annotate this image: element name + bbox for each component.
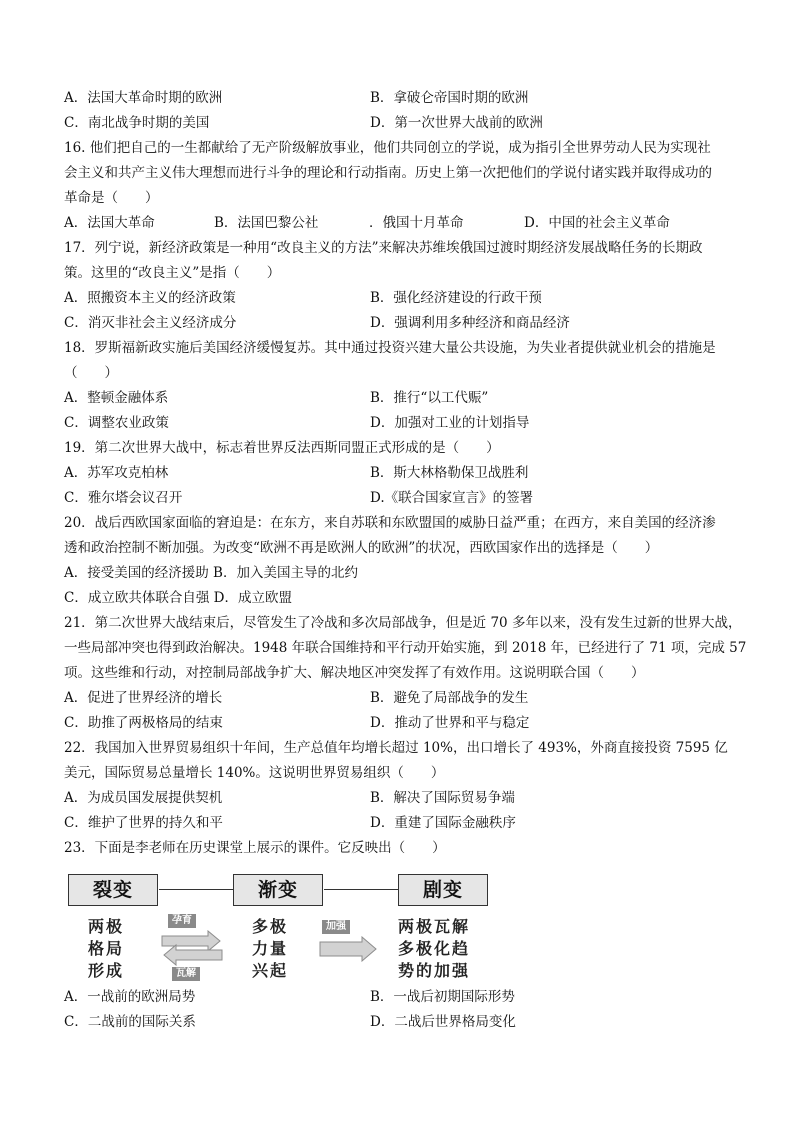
diagram-box-gradual: 渐变 — [233, 874, 323, 906]
q23-stem-1: 23．下面是李老师在历史课堂上展示的课件。它反映出（ ） — [64, 840, 446, 856]
q23-option-c: C．二战前的国际关系 — [64, 1014, 196, 1030]
q21-option-a: A．促进了世界经济的增长 — [64, 690, 223, 706]
right-arrow-icon — [318, 936, 380, 962]
q18-stem-1: 18．罗斯福新政实施后美国经济缓慢复苏。其中通过投资兴建大量公共设施，为失业者提供就业机会的措施是 — [64, 340, 716, 356]
diagram-tag-strengthen: 加强 — [322, 920, 350, 934]
diagram-box-drastic: 剧变 — [398, 874, 488, 906]
q17-option-b: B．强化经济建设的行政干预 — [370, 290, 542, 306]
double-arrow-icon — [160, 930, 224, 966]
q17-option-d: D．强调利用多种经济和商品经济 — [370, 315, 570, 331]
q22-option-c: C．维护了世界的持久和平 — [64, 815, 223, 831]
q18-option-a: A．整顿金融体系 — [64, 390, 169, 406]
option-d: D．第一次世界大战前的欧洲 — [370, 115, 543, 131]
q21-stem-2: 一些局部冲突也得到政治解决。1948 年联合国维持和平行动开始实施，到 2018 年，已经进行了 71 项，完成 57 — [64, 640, 747, 656]
q18-stem-2: （ ） — [64, 365, 118, 381]
q17-stem-1: 17．列宁说，新经济政策是一种用“改良主义的方法”来解决苏维埃俄国过渡时期经济发展战略任务的长期政 — [64, 240, 703, 256]
q19-option-c: C．雅尔塔会议召开 — [64, 490, 183, 506]
q23-option-d: D．二战后世界格局变化 — [370, 1014, 516, 1030]
diagram-text-multipolar-rise: 多极 力量 兴起 — [252, 917, 289, 980]
diagram-text-bipolar-formation: 两极 格局 形成 — [88, 917, 125, 980]
q23-option-a: A．一战前的欧洲局势 — [64, 989, 196, 1005]
q21-option-c: C．助推了两极格局的结束 — [64, 715, 223, 731]
q16-option-c: ．俄国十月革命 — [369, 215, 464, 231]
q21-option-b: B．避免了局部战争的发生 — [370, 690, 529, 706]
q21-option-d: D．推动了世界和平与稳定 — [370, 715, 530, 731]
q17-stem-2: 策。这里的“改良主义”是指（ ） — [64, 265, 281, 281]
q22-option-d: D．重建了国际金融秩序 — [370, 815, 516, 831]
q20-options-ab: A．接受美国的经济援助 B．加入美国主导的北约 — [64, 565, 358, 581]
q18-option-d: D．加强对工业的计划指导 — [370, 415, 530, 431]
q16-stem-1: 16. 他们把自己的一生都献给了无产阶级解放事业，他们共同创立的学说，成为指引全世界劳动人民为实现社 — [64, 140, 711, 156]
q18-option-c: C．调整农业政策 — [64, 415, 169, 431]
diagram-tag-disintegrate: 瓦解 — [172, 967, 200, 981]
diagram-box-fission: 裂变 — [68, 874, 158, 906]
q16-option-a: A．法国大革命 — [64, 215, 155, 231]
q16-option-b: B．法国巴黎公社 — [214, 215, 319, 231]
q19-option-d: D.《联合国家宣言》的签署 — [370, 490, 534, 506]
q16-option-d: D．中国的社会主义革命 — [524, 215, 670, 231]
diagram-text-multipolarization: 两极瓦解 多极化趋 势的加强 — [398, 917, 471, 980]
q21-stem-3: 项。这些维和行动，对控制局部战争扩大、解决地区冲突发挥了有效作用。这说明联合国（ ） — [64, 665, 645, 681]
q16-stem-2: 会主义和共产主义伟大理想而进行斗争的理论和行动指南。历史上第一次把他们的学说付诸实践并取得成功的 — [64, 165, 712, 181]
diagram-connector-1 — [159, 889, 233, 890]
q16-stem-3: 革命是（ ） — [64, 190, 159, 206]
q19-stem-1: 19．第二次世界大战中，标志着世界反法西斯同盟正式形成的是（ ） — [64, 440, 500, 456]
q23-courseware-diagram — [68, 874, 488, 986]
q23-option-b: B．一战后初期国际形势 — [370, 989, 515, 1005]
q22-option-b: B．解决了国际贸易争端 — [370, 790, 515, 806]
q18-option-b: B．推行“以工代赈” — [370, 390, 489, 406]
option-a: A．法国大革命时期的欧洲 — [64, 90, 223, 106]
q21-stem-1: 21．第二次世界大战结束后，尽管发生了冷战和多次局部战争，但是近 70 多年以来，没有发生过新的世界大战， — [64, 615, 742, 631]
q22-stem-1: 22．我国加入世界贸易组织十年间，生产总值年均增长超过 10%，出口增长了 493%，外商直接投资 7595 亿 — [64, 740, 728, 756]
q17-option-c: C．消灭非社会主义经济成分 — [64, 315, 237, 331]
q22-stem-2: 美元，国际贸易总量增长 140%。这说明世界贸易组织（ ） — [64, 765, 445, 781]
option-b: B．拿破仑帝国时期的欧洲 — [370, 90, 529, 106]
q19-option-b: B．斯大林格勒保卫战胜利 — [370, 465, 529, 481]
q22-option-a: A．为成员国发展提供契机 — [64, 790, 223, 806]
q20-stem-1: 20．战后西欧国家面临的窘迫是：在东方，来自苏联和东欧盟国的威胁日益严重；在西方，来自美国的经济渗 — [64, 515, 716, 531]
diagram-tag-nurture: 孕育 — [168, 914, 196, 928]
diagram-connector-2 — [324, 889, 398, 890]
option-c: C．南北战争时期的美国 — [64, 115, 210, 131]
q19-option-a: A．苏军攻克柏林 — [64, 465, 169, 481]
q20-options-cd: C．成立欧共体联合自强 D．成立欧盟 — [64, 590, 292, 606]
q17-option-a: A．照搬资本主义的经济政策 — [64, 290, 236, 306]
q20-stem-2: 透和政治控制不断加强。为改变“欧洲不再是欧洲人的欧洲”的状况，西欧国家作出的选择是（ ） — [64, 540, 659, 556]
